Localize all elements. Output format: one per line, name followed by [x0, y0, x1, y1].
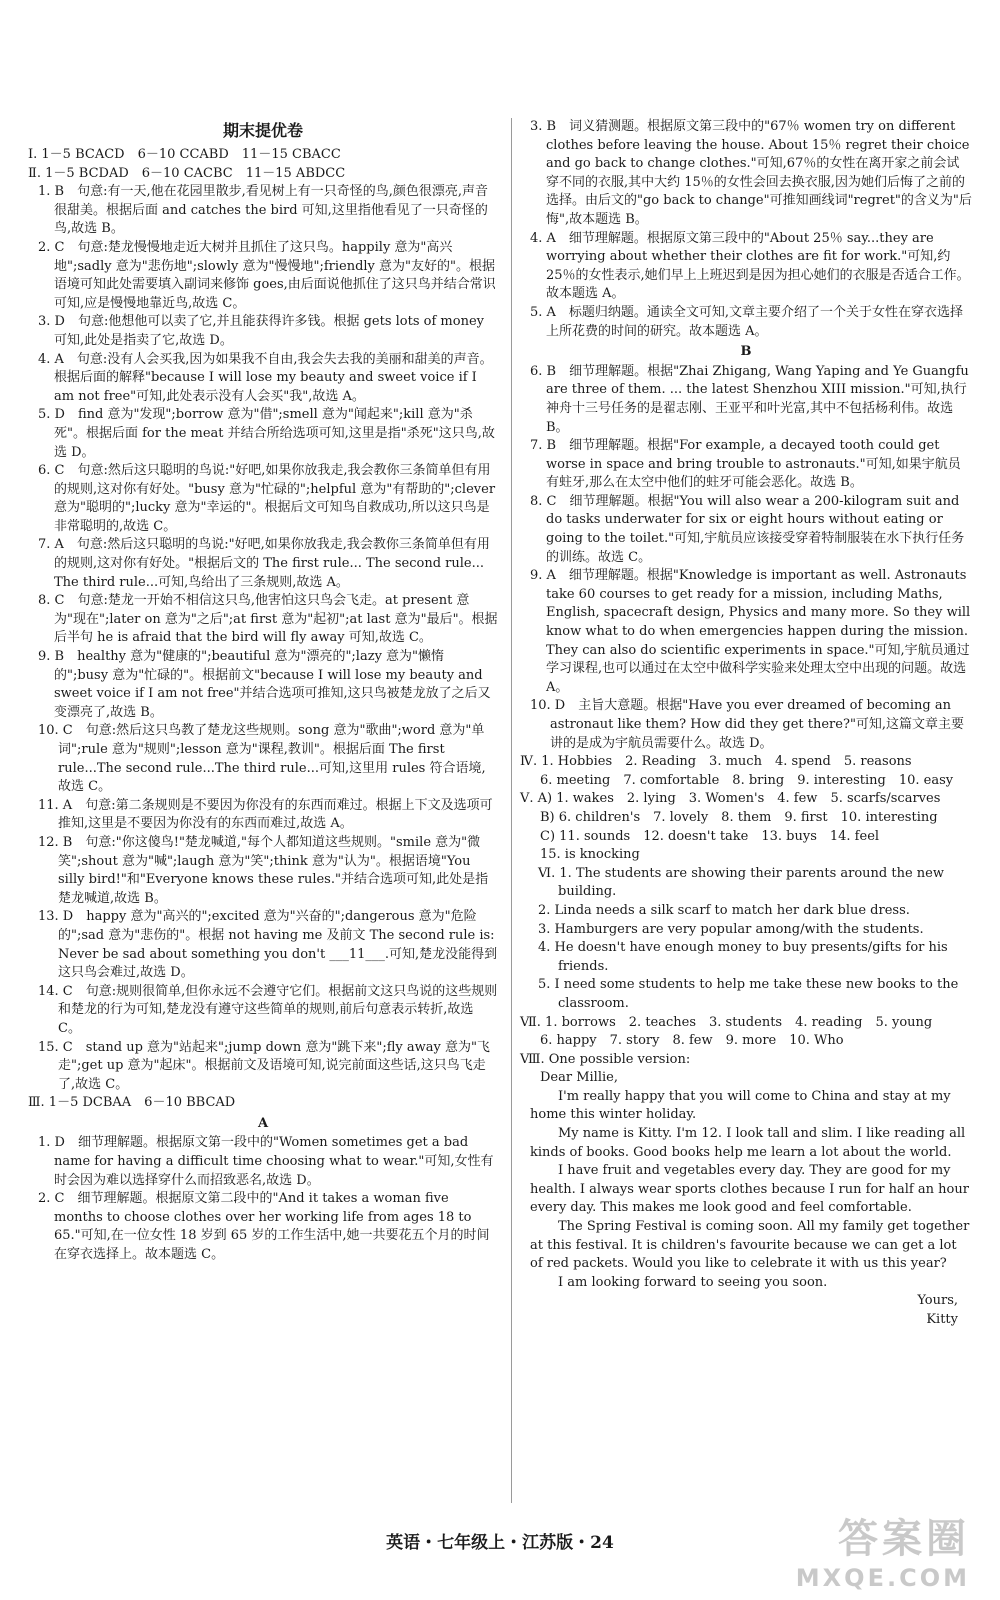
explanation-item: 8. C 细节理解题。根据"You will also wear a 200-kilogram suit and do tasks underwater for six or eight hours without eating or going to the toilet."可知,宇航员应该接受穿着特制服装在水下执行任务的训练。故选 C。: [530, 493, 965, 565]
section-2-answers: Ⅱ. 1－5 BCDAD 6－10 CACBC 11－15 ABDCC: [28, 165, 346, 181]
section-5-answers-line3: C) 11. sounds 12. doesn't take 13. buys 14. feel: [540, 828, 880, 844]
column-separator: [511, 118, 512, 1503]
explanation-item: 10. C 句意:然后这只鸟教了楚龙这些规则。song 意为"歌曲";word 意为"单词";rule 意为"规则";lesson 意为"课程,教训"。根据后面 The first rule...The second rule...The third rule...可知,这里用 rules 符合语境,故选 C。: [38, 723, 486, 795]
section-3-answers: Ⅲ. 1－5 DCBAA 6－10 BBCAD: [28, 1095, 236, 1111]
section-4-answers-line1: Ⅳ. 1. Hobbies 2. Reading 3. much 4. spend 5. reasons: [520, 754, 912, 770]
explanation-item: 8. C 句意:楚龙一开始不相信这只鸟,他害怕这只鸟会飞走。at present 意为"现在";later on 意为"之后";at first 意为"起初";at last 意为"最后"。根据后半句 he is afraid that the bird will fly away 可知,故选 C。: [38, 593, 498, 646]
section-5-answers-line1: Ⅴ. A) 1. wakes 2. lying 3. Women's 4. few 5. scarfs/scarves: [520, 791, 941, 807]
explanation-item: 6. C 句意:然后这只聪明的鸟说:"好吧,如果你放我走,我会教你三条简单但有用的规则,这对你有好处。"busy 意为"忙碌的";helpful 意为"有帮助的";clever 意为"聪明的";lucky 意为"幸运的"。根据后文可知鸟自救成功,所以这只鸟是非常聪明的,故选 C。: [38, 463, 496, 534]
section-6-sentence: Ⅵ. 1. The students are showing their parents around the new building.: [538, 865, 944, 900]
explanation-item: 12. B 句意:"你这傻鸟!"楚龙喊道,"每个人都知道这些规则。"smile 意为"微笑";shout 意为"喊";laugh 意为"笑";think 意为"认为"。根据语境"You silly bird!"和"Everyone knows these rules."并结合选项可知,此处是指楚龙喊道,故选 B。: [38, 834, 489, 906]
explanation-item: 3. B 词义猜测题。根据原文第三段中的"67％ women try on different clothes before leaving the house. About 15％ regret their choice and go back to change clothes."可知,67％的女性在离开家之前会试穿不同的衣服,其中大约 15％的女性会回去换衣服,因为她们后悔了之前的选择。由后文的"go back to change"可推知画线词"regret"的含义为"后悔",故本题选 B。: [530, 119, 972, 227]
explanation-item: 2. C 细节理解题。根据原文第二段中的"And it takes a woman five months to choose clothes over her working life from ages 18 to 65."可知,在一位女性 18 岁到 65 岁的工作生活中,她一共要花五个月的时间在穿衣选择上。故本题选 C。: [38, 1191, 490, 1263]
explanation-item: 10. D 主旨大意题。根据"Have you ever dreamed of becoming an astronaut like them? How did they get there?"可知,这篇文章主要讲的是成为宇航员需要什么。故选 D。: [530, 698, 965, 751]
explanation-item: 9. A 细节理解题。根据"Knowledge is important as well. Astronauts take 60 courses to get ready for a mission, including Maths, English, spacecraft design, Physics and many more. So they will know what to do when emergencies happen during the mission. They can also do scientific experiments in space."可知,宇航员通过学习课程,也可以通过在太空中做科学实验来处理太空中出现的问题。故选 A。: [530, 568, 971, 695]
explanation-item: 1. D 细节理解题。根据原文第一段中的"Women sometimes get a bad name for having a difficult time choosing what to wear."可知,女性有时会因为难以选择穿什么而招致恶名,故选 D。: [38, 1135, 494, 1188]
explanation-item: 6. B 细节理解题。根据"Zhai Zhigang, Wang Yaping and Ye Guangfu are three of them. ... the latest Shenzhou XIII mission."可知,执行神舟十三号任务的是翟志刚、王亚平和叶光富,其中不包括杨利伟。故选 B。: [530, 363, 969, 435]
section-5-answers-line2: B) 6. children's 7. lovely 8. them 9. first 10. interesting: [540, 809, 938, 825]
explanation-item: 7. B 细节理解题。根据"For example, a decayed tooth could get worse in space and bring trouble to astronauts."可知,如果宇航员有蛀牙,那么在太空中他们的蛀牙可能会恶化。故选 B。: [530, 438, 961, 491]
explanation-item: 9. B healthy 意为"健康的";beautiful 意为"漂亮的";lazy 意为"懒惰的";busy 意为"忙碌的"。根据前文"because I will lose my beauty and sweet voice if I am not free"并结合选项可推知,这只鸟被楚龙放了之后又变漂亮了,故选 B。: [38, 649, 491, 720]
letter-paragraph: I am looking forward to seeing you soon.: [558, 1274, 828, 1290]
letter-paragraph: I'm really happy that you will come to China and stay at my home this winter holiday.: [530, 1088, 951, 1123]
passage-b-heading: B: [740, 344, 752, 360]
section-7-answers-line2: 6. happy 7. story 8. few 9. more 10. Who: [540, 1033, 844, 1049]
explanation-item: 5. D find 意为"发现";borrow 意为"借";smell 意为"闻起来";kill 意为"杀死"。根据后面 for the meat 并结合所给选项可知,这里是指"杀死"这只鸟,故选 D。: [38, 407, 495, 460]
letter-closing: Yours,: [917, 1293, 958, 1309]
explanation-item: 5. A 标题归纳题。通读全文可知,文章主要介绍了一个关于女性在穿衣选择上所花费的时间的研究。故本题选 A。: [530, 304, 964, 339]
sample-letter: [520, 1069, 972, 1329]
section-6-sentence: 4. He doesn't have enough money to buy presents/gifts for his friends.: [538, 940, 948, 974]
explanation-item: 4. A 句意:没有人会买我,因为如果我不自由,我会失去我的美丽和甜美的声音。根据后面的解释"because I will lose my beauty and sweet voice if I am not free"可知,此处表示没有人会买"我",故选 A。: [38, 351, 493, 404]
watermark-big: 答案圈: [838, 1516, 970, 1562]
section-8-heading: Ⅷ. One possible version:: [520, 1051, 691, 1067]
explanation-item: 4. A 细节理解题。根据原文第三段中的"About 25％ say...they are worrying about whether their clothes are fit for work."可知,约 25％的女性表示,她们早上上班迟到是因为担心她们的衣服是否适合工作。故本题选 A。: [530, 230, 970, 302]
watermark-small: MXQE.COM: [795, 1564, 970, 1592]
explanation-item: 1. B 句意:有一天,他在花园里散步,看见树上有一只奇怪的鸟,颜色很漂亮,声音很甜美。根据后面 and catches the bird 可知,这里指他看见了一只奇怪的鸟,故选 B。: [38, 184, 488, 237]
section-6-sentence: 2. Linda needs a silk scarf to match her dark blue dress.: [538, 902, 910, 918]
letter-paragraph: The Spring Festival is coming soon. All my family get together at this festival. It is children's favourite because we can get a lot of red packets. Would you like to celebrate it with us this year?: [530, 1219, 970, 1272]
explanation-item: 14. C 句意:规则很简单,但你永远不会遵守它们。根据前文这只鸟说的这些规则和楚龙的行为可知,楚龙没有遵守这些简单的规则,前后句意表示转折,故选 C。: [38, 983, 498, 1036]
page-footer: 英语・七年级上・江苏版・24: [386, 1533, 614, 1553]
explanation-item: 2. C 句意:楚龙慢慢地走近大树并且抓住了这只鸟。happily 意为"高兴地";sadly 意为"悲伤地";slowly 意为"慢慢地";friendly 意为"友好的"。根据语境可知此处需要填入副词来修饰 goes,由后面说他抓住了这只鸟并结合常识可知,应是慢慢地靠近鸟,故选 C。: [38, 239, 496, 311]
section-6-sentence: 3. Hamburgers are very popular among/with the students.: [538, 921, 924, 937]
explanation-item: 11. A 句意:第二条规则是不要因为你没有的东西而难过。根据上下文及选项可推知,这里是不要因为你没有的东西而难过,故选 A。: [38, 797, 493, 832]
section-7-answers-line1: Ⅶ. 1. borrows 2. teaches 3. students 4. reading 5. young: [520, 1014, 933, 1030]
section-2-explanations: [28, 183, 498, 1094]
section-5-answers-line4: 15. is knocking: [540, 847, 640, 863]
left-column: [28, 118, 498, 1265]
section-4-answers-line2: 6. meeting 7. comfortable 8. bring 9. interesting 10. easy: [540, 772, 954, 788]
page-title: 期末提优卷: [222, 121, 303, 140]
explanation-item: 13. D happy 意为"高兴的";excited 意为"兴奋的";dangerous 意为"危险的";sad 意为"悲伤的"。根据 not having me 及前文 The second rule is: Never be sad about something you don't ___11___.可知,楚龙没能得到这只鸟会难过,故选 D。: [38, 909, 498, 981]
explanation-item: 15. C stand up 意为"站起来";jump down 意为"跳下来";fly away 意为"飞走";get up 意为"起床"。根据前文及语境可知,说完前面这些话,这只鸟飞走了,故选 C。: [38, 1039, 490, 1092]
letter-paragraph: I have fruit and vegetables every day. They are good for my health. I always wear sports clothes because I run for half an hour every day. This makes me look good and feel comfortable.: [530, 1163, 969, 1216]
watermark-logo: [796, 1507, 970, 1592]
explanation-item: 3. D 句意:他想他可以卖了它,并且能获得许多钱。根据 gets lots of money 可知,此处是指卖了它,故选 D。: [38, 314, 484, 348]
passage-a-heading: A: [257, 1115, 269, 1131]
section-1-answers: Ⅰ. 1－5 BCACD 6－10 CCABD 11－15 CBACC: [28, 147, 341, 162]
section-6-sentence: 5. I need some students to help me take these new books to the classroom.: [538, 977, 959, 1011]
explanation-item: 7. A 句意:然后这只聪明的鸟说:"好吧,如果你放我走,我会教你三条简单但有用的规则,这对你有好处。"根据后文的 The first rule... The second rule... The third rule...可知,鸟给出了三条规则,故选 A。: [38, 537, 490, 590]
letter-paragraph: My name is Kitty. I'm 12. I look tall and slim. I like reading all kinds of books. Good books help me learn a lot about the world.: [530, 1126, 966, 1160]
letter-greeting: Dear Millie,: [540, 1070, 618, 1086]
letter-signature: Kitty: [926, 1312, 958, 1327]
right-column: [520, 118, 972, 1330]
